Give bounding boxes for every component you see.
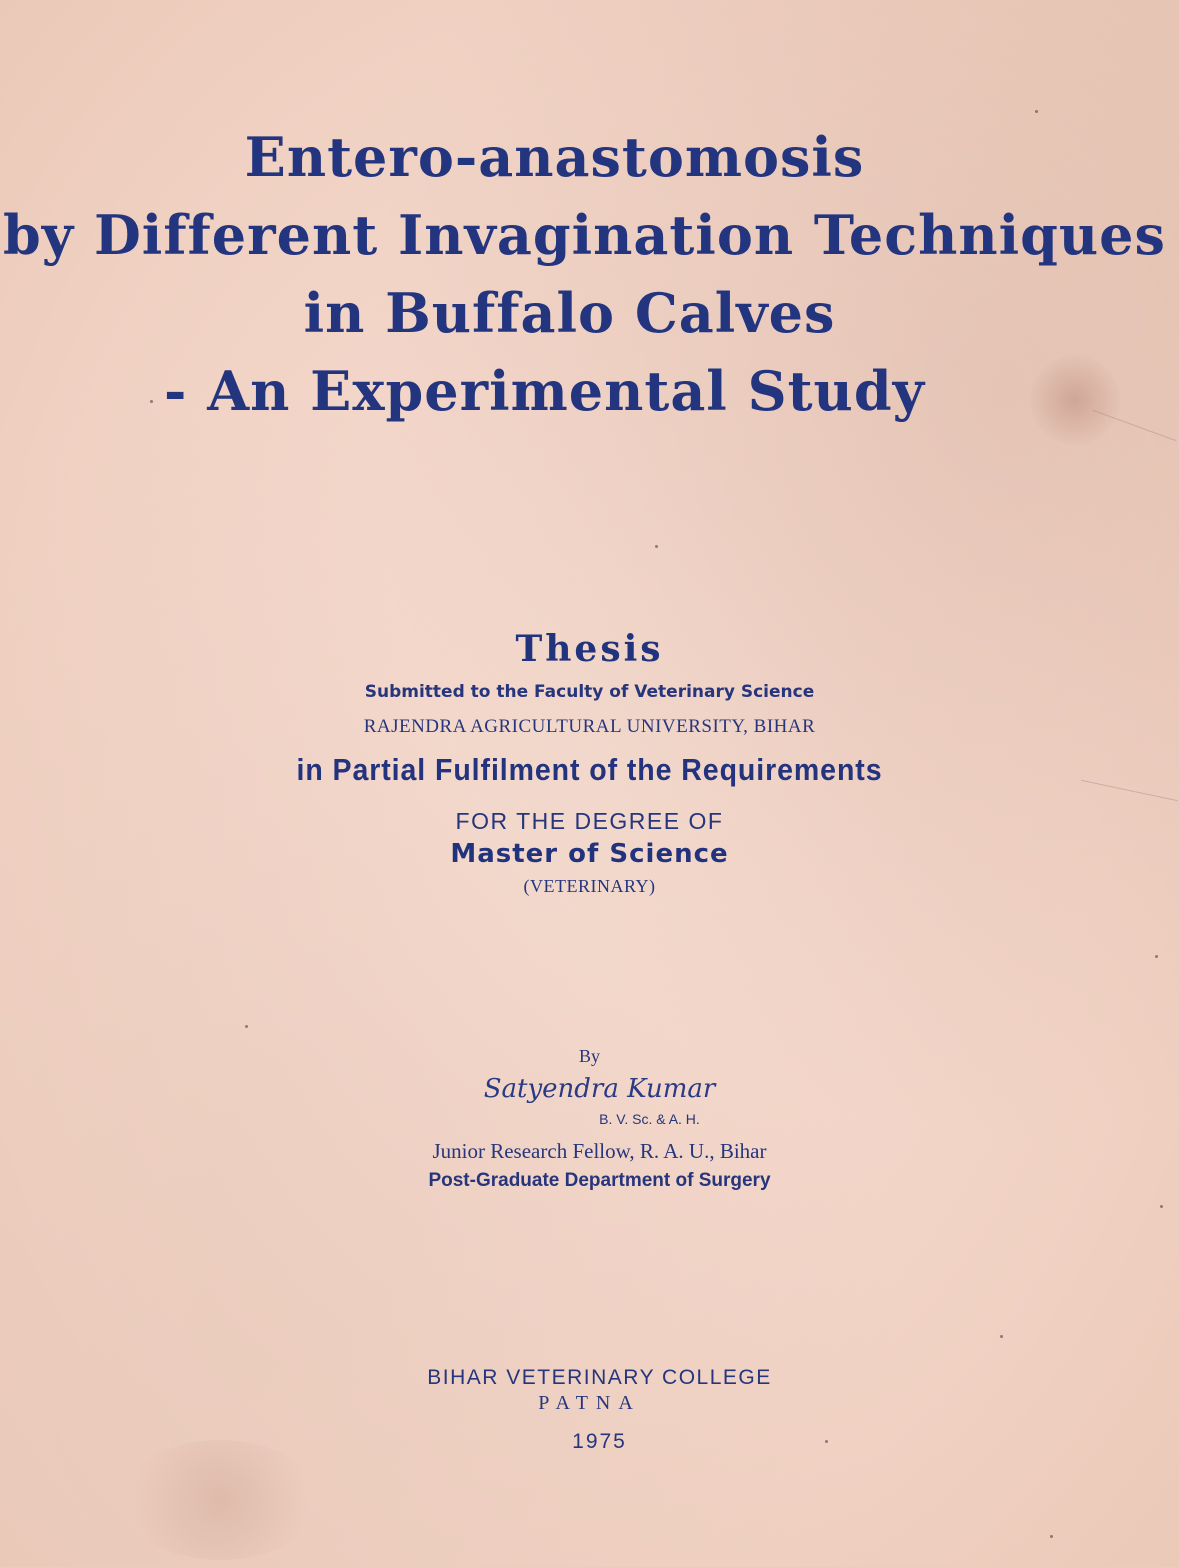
paper-speck [245, 1025, 248, 1028]
paper-speck [1000, 1335, 1003, 1338]
degree-intro: FOR THE DEGREE OF [455, 808, 724, 834]
author-qualification: B. V. Sc. & A. H. [599, 1111, 700, 1127]
thesis-label: Thesis [515, 628, 664, 670]
title-line-3: in Buffalo Calves [303, 281, 836, 345]
paper-speck [1035, 110, 1038, 113]
thesis-title [0, 118, 1179, 430]
publication-year: 1975 [572, 1430, 627, 1453]
submitted-to: Submitted to the Faculty of Veterinary Science [364, 682, 815, 702]
by-label: By [578, 1046, 600, 1066]
author-name: Satyendra Kumar [483, 1074, 716, 1104]
title-line-4: - An Experimental Study [164, 359, 925, 423]
paper-speck [1160, 1205, 1163, 1208]
paper-speck [1050, 1535, 1053, 1538]
title-line-2: by Different Invagination Techniques [3, 203, 1166, 267]
author-position: Junior Research Fellow, R. A. U., Bihar [432, 1139, 767, 1163]
author-department: Post-Graduate Department of Surgery [428, 1170, 771, 1191]
title-line-1: Entero-anastomosis [244, 125, 865, 189]
college-city: PATNA [538, 1392, 641, 1414]
degree-name: Master of Science [450, 839, 729, 869]
paper-speck [1155, 955, 1158, 958]
paper-stain [120, 1440, 320, 1560]
university-name: RAJENDRA AGRICULTURAL UNIVERSITY, BIHAR [363, 716, 816, 737]
paper-speck [655, 545, 658, 548]
degree-branch: (VETERINARY) [523, 876, 656, 896]
fulfilment-statement: in Partial Fulfilment of the Requirements [296, 752, 883, 787]
college-name: BIHAR VETERINARY COLLEGE [427, 1366, 772, 1389]
